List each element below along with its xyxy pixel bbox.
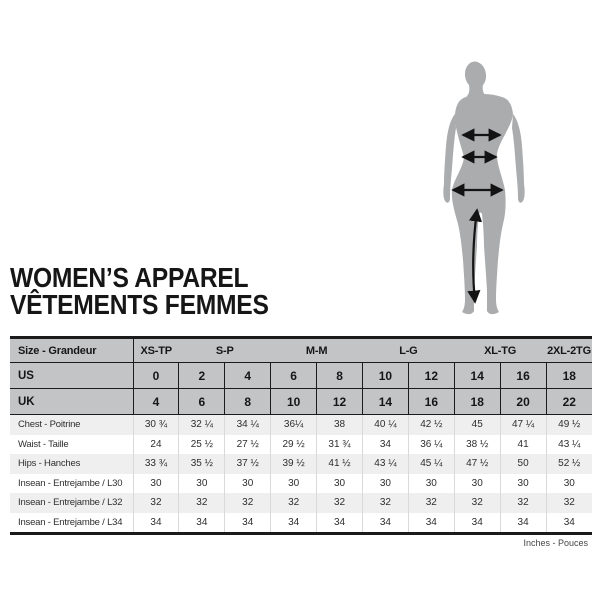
page-title xyxy=(10,264,269,318)
measure-value: 30 xyxy=(225,474,271,494)
size-group-2xl-2tg: 2XL-2TG xyxy=(546,338,592,363)
measure-value: 34 xyxy=(500,513,546,534)
measure-value: 32 xyxy=(133,493,179,513)
us-size-cell: 8 xyxy=(317,363,363,389)
size-group-xs-tp: XS-TP xyxy=(133,338,179,363)
uk-size-cell: 16 xyxy=(408,389,454,415)
measure-value: 30 ¾ xyxy=(133,415,179,435)
measure-value: 42 ½ xyxy=(408,415,454,435)
measure-value: 34 xyxy=(563,516,575,528)
size-group-row xyxy=(10,338,592,363)
measurement-row xyxy=(10,513,592,534)
measure-value: 36 ¼ xyxy=(408,435,454,455)
measure-value: 37 ½ xyxy=(225,454,271,474)
us-size-cell: 16 xyxy=(500,363,546,389)
uk-size-cell: 20 xyxy=(500,389,546,415)
size-group-s-p: S-P xyxy=(179,338,271,363)
size-group-l-g: L-G xyxy=(362,338,454,363)
size-table-body xyxy=(10,415,592,534)
measure-value: 32 xyxy=(179,493,225,513)
us-sizes-row xyxy=(10,363,592,389)
measure-value: 41 xyxy=(500,435,546,455)
silhouette-right-arm xyxy=(512,114,525,203)
measure-value: 31 ¾ xyxy=(317,435,363,455)
measure-value: 30 xyxy=(454,474,500,494)
measure-value: 52 ½ xyxy=(546,454,592,474)
measure-value: 30 xyxy=(563,477,575,489)
measure-value: 32 xyxy=(454,493,500,513)
woman-silhouette-figure xyxy=(436,60,528,322)
measure-value: 41 ½ xyxy=(317,454,363,474)
measure-value: 43 ¼ xyxy=(558,438,581,450)
measurement-row xyxy=(10,415,592,435)
measure-value: 34 ¼ xyxy=(225,415,271,435)
measure-value: 40 ¼ xyxy=(362,415,408,435)
measure-value: 34 xyxy=(317,513,363,534)
measure-value: 34 xyxy=(179,513,225,534)
us-size-cell: 0 xyxy=(133,363,179,389)
uk-size-cell: 22 xyxy=(546,389,592,415)
uk-size-cell: 10 xyxy=(271,389,317,415)
measure-value: 27 ½ xyxy=(225,435,271,455)
measure-value: 24 xyxy=(133,435,179,455)
uk-label: UK xyxy=(10,389,133,415)
measure-value: 34 xyxy=(271,513,317,534)
measure-value: 50 xyxy=(500,454,546,474)
measure-label: Insean - Entrejambe / L34 xyxy=(10,513,133,534)
us-label: US xyxy=(10,363,133,389)
measure-value: 47 ½ xyxy=(454,454,500,474)
measure-value: 34 xyxy=(362,513,408,534)
measure-value: 30 xyxy=(500,474,546,494)
measure-value: 35 ½ xyxy=(179,454,225,474)
measure-label: Insean - Entrejambe / L32 xyxy=(10,493,133,513)
measure-value: 38 ½ xyxy=(454,435,500,455)
size-group-m-m: M-M xyxy=(271,338,363,363)
size-table-wrap xyxy=(10,336,592,535)
uk-size-cell: 18 xyxy=(454,389,500,415)
measure-value: 32 xyxy=(500,493,546,513)
us-size-cell: 4 xyxy=(225,363,271,389)
us-size-cell: 2 xyxy=(179,363,225,389)
us-size-cell: 6 xyxy=(271,363,317,389)
size-grandeur-header: Size - Grandeur xyxy=(10,338,133,363)
uk-size-cell: 14 xyxy=(362,389,408,415)
measure-value: 32 xyxy=(362,493,408,513)
measure-value: 32 xyxy=(408,493,454,513)
measure-value: 25 ½ xyxy=(179,435,225,455)
title-english: WOMEN’S APPAREL xyxy=(10,262,249,293)
measurement-row xyxy=(10,474,592,494)
measure-value: 32 xyxy=(271,493,317,513)
measure-value: 45 xyxy=(454,415,500,435)
measure-value: 32 ¼ xyxy=(179,415,225,435)
measure-value: 45 ¼ xyxy=(408,454,454,474)
measure-value: 34 xyxy=(362,435,408,455)
measure-value: 34 xyxy=(133,513,179,534)
measure-value: 39 ½ xyxy=(271,454,317,474)
uk-size-cell: 4 xyxy=(133,389,179,415)
size-group-xl-tg: XL-TG xyxy=(454,338,546,363)
measure-value: 34 xyxy=(454,513,500,534)
measurement-row xyxy=(10,454,592,474)
uk-size-cell: 12 xyxy=(317,389,363,415)
measure-value: 30 xyxy=(133,474,179,494)
measure-value: 43 ¼ xyxy=(362,454,408,474)
silhouette-torso-legs xyxy=(452,94,513,314)
measure-value: 29 ½ xyxy=(271,435,317,455)
measure-value: 30 xyxy=(317,474,363,494)
measure-value: 33 ¾ xyxy=(133,454,179,474)
silhouette-body xyxy=(443,60,524,314)
uk-size-cell: 8 xyxy=(225,389,271,415)
measure-label: Insean - Entrejambe / L30 xyxy=(10,474,133,494)
size-table xyxy=(10,336,592,535)
units-note: Inches - Pouces xyxy=(523,538,588,548)
us-size-cell: 18 xyxy=(546,363,592,389)
us-size-cell: 10 xyxy=(362,363,408,389)
measure-value: 47 ¼ xyxy=(500,415,546,435)
measure-value: 32 xyxy=(317,493,363,513)
measure-value: 36¼ xyxy=(271,415,317,435)
measure-value: 30 xyxy=(408,474,454,494)
measure-label: Hips - Hanches xyxy=(10,454,133,474)
uk-size-cell: 6 xyxy=(179,389,225,415)
title-french: VÊTEMENTS FEMMES xyxy=(10,289,269,320)
measure-label: Chest - Poitrine xyxy=(10,415,133,435)
measure-value: 32 xyxy=(546,493,592,513)
measure-label: Waist - Taille xyxy=(10,435,133,455)
measure-value: 30 xyxy=(271,474,317,494)
measure-value: 38 xyxy=(317,415,363,435)
measure-value: 34 xyxy=(408,513,454,534)
uk-sizes-row xyxy=(10,389,592,415)
measurement-row xyxy=(10,493,592,513)
us-size-cell: 12 xyxy=(408,363,454,389)
measurement-row xyxy=(10,435,592,455)
measure-value: 32 xyxy=(225,493,271,513)
us-size-cell: 14 xyxy=(454,363,500,389)
measure-value: 49 ½ xyxy=(546,415,592,435)
measure-value: 30 xyxy=(179,474,225,494)
measure-value: 30 xyxy=(362,474,408,494)
measure-value: 34 xyxy=(225,513,271,534)
size-table-head xyxy=(10,338,592,415)
